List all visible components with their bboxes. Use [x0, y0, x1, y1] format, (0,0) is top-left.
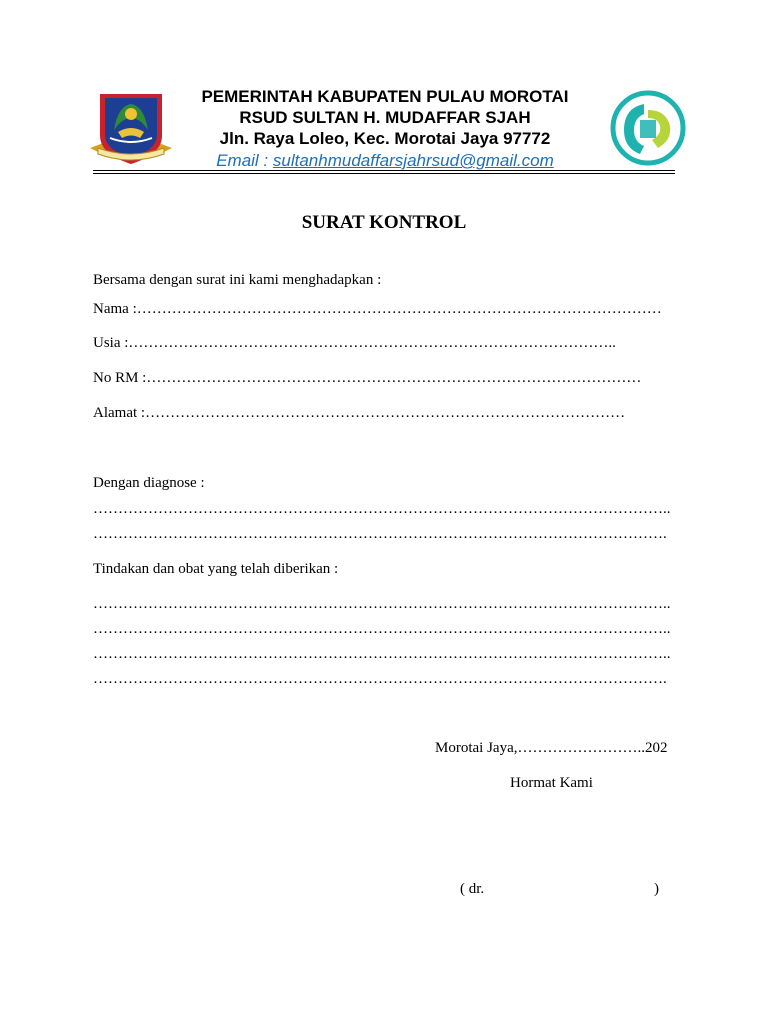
letterhead-hospital: RSUD SULTAN H. MUDAFFAR SJAH [239, 108, 531, 127]
field-label: Usia : [93, 335, 129, 351]
field-nama [93, 301, 662, 318]
diagnosis-label: Dengan diagnose : [93, 475, 205, 491]
letterhead-address: Jln. Raya Loleo, Kec. Morotai Jaya 97772 [219, 129, 551, 148]
letterhead-email-line [180, 150, 590, 172]
place-date: Morotai Jaya,……………………..202 [435, 740, 668, 756]
signature-open: ( dr. [460, 881, 485, 897]
field-no-rm [93, 370, 641, 387]
treatment-line: …………………………………………………………………………………………………….. [93, 596, 671, 612]
document-title: SURAT KONTROL [301, 212, 467, 233]
diagnosis-line: ……………………………………………………………………………………………………. [93, 526, 667, 542]
treatment-line: ……………………………………………………………………………………………………. [93, 671, 667, 687]
email-prefix: Email : [216, 151, 273, 170]
header-rule-thin [93, 170, 675, 171]
intro-text: Bersama dengan surat ini kami menghadapkan : [93, 272, 382, 288]
letterhead-government: PEMERINTAH KABUPATEN PULAU MOROTAI [201, 87, 569, 106]
field-dots: …………………………………………………………………………………….. [128, 335, 616, 351]
letterhead [180, 86, 590, 172]
field-dots: …………………………………………………………………………………………… [136, 301, 662, 317]
treatment-line: …………………………………………………………………………………………………….. [93, 646, 671, 662]
field-dots: …………………………………………………………………………………… [145, 405, 626, 421]
header-rule-thick [93, 173, 675, 174]
signature-close: ) [654, 881, 659, 897]
field-label: Alamat : [93, 405, 146, 421]
email-link[interactable]: sultanhmudaffarsjahrsud@gmail.com [272, 151, 554, 170]
regency-crest-icon [88, 88, 174, 168]
closing-text: Hormat Kami [510, 775, 593, 791]
treatment-line: …………………………………………………………………………………………………….. [93, 621, 671, 637]
diagnosis-line: …………………………………………………………………………………………………….. [93, 501, 671, 517]
field-dots: ……………………………………………………………………………………… [146, 370, 642, 386]
field-usia [93, 335, 616, 352]
field-label: Nama : [93, 301, 137, 317]
field-label: No RM : [93, 370, 147, 386]
treatment-label: Tindakan dan obat yang telah diberikan : [93, 561, 339, 577]
hospital-logo-icon [610, 90, 686, 166]
field-alamat [93, 405, 625, 422]
